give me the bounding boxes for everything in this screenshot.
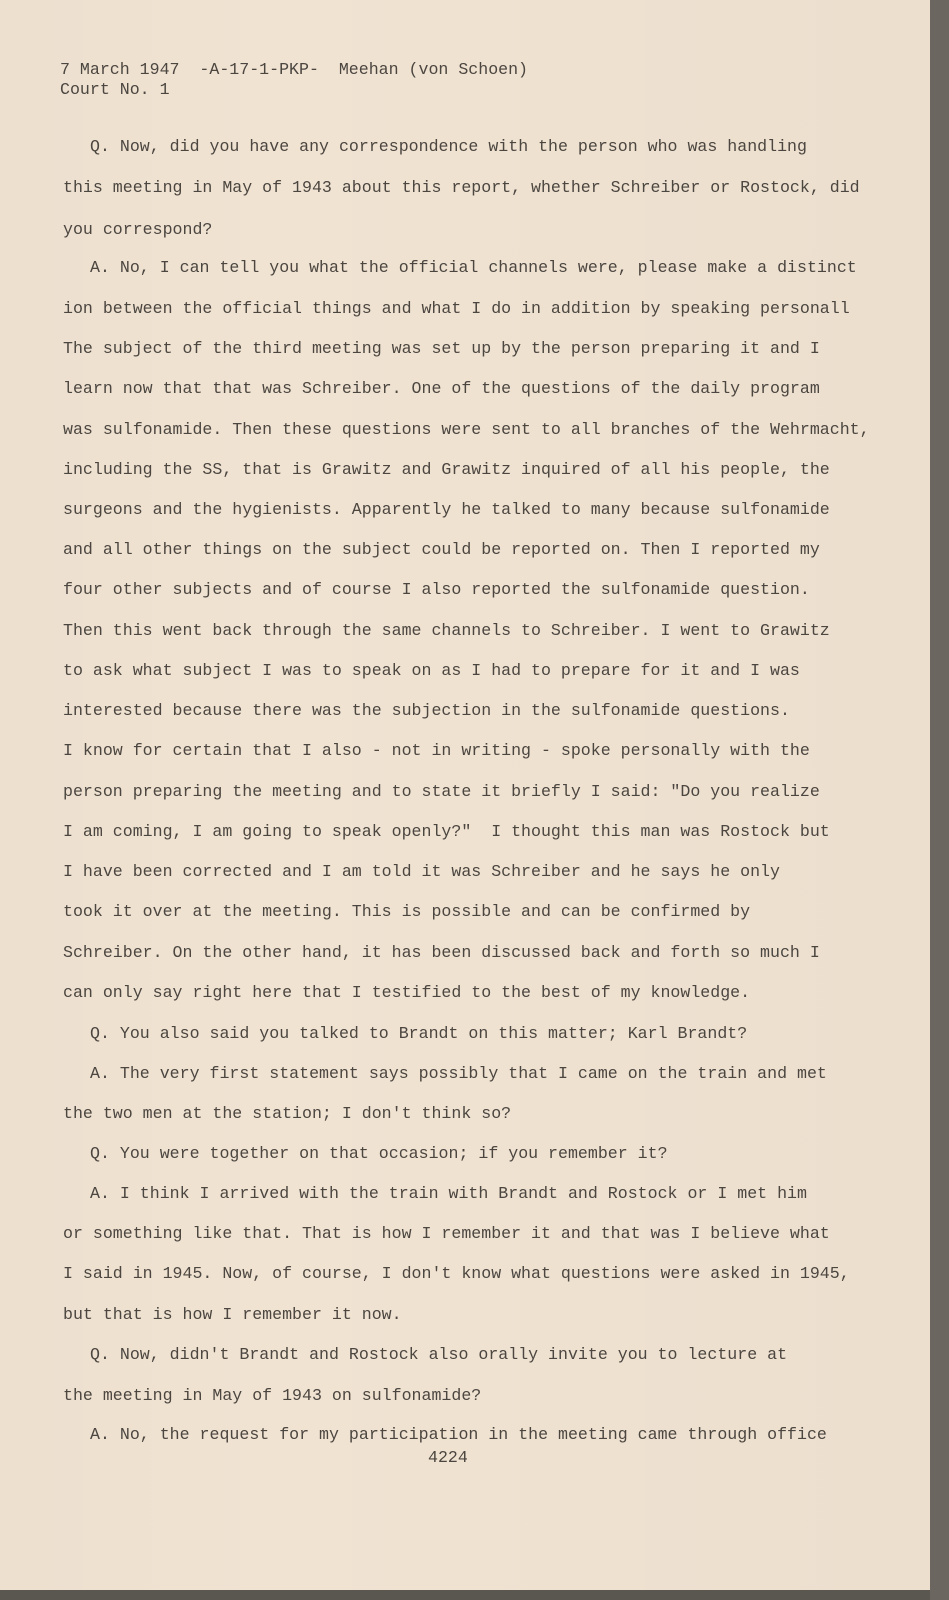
text-line: including the SS, that is Grawitz and Grawitz inquired of all his people, the [63,460,830,479]
text-line: to ask what subject I was to speak on as I had to prepare for it and I was [63,661,800,680]
page-edge [930,0,949,1600]
text-line: I know for certain that I also - not in writing - spoke personally with the [63,741,810,760]
text-line: A. No, the request for my participation in the meeting came through office [90,1425,827,1444]
text-line: ion between the official things and what I do in addition by speaking personall [63,299,850,318]
text-line: and all other things on the subject could be reported on. Then I reported my [63,540,820,559]
text-line: you correspond? [63,220,213,239]
text-line: four other subjects and of course I also reported the sulfonamide question. [63,580,810,599]
text-line: can only say right here that I testified to the best of my knowledge. [63,983,751,1002]
text-line: the meeting in May of 1943 on sulfonamide? [63,1386,482,1405]
text-line: I said in 1945. Now, of course, I don't know what questions were asked in 1945, [63,1264,850,1283]
text-line: interested because there was the subjection in the sulfonamide questions. [63,701,790,720]
text-line: A. No, I can tell you what the official channels were, please make a distinct [90,258,857,277]
text-line: Q. Now, didn't Brandt and Rostock also orally invite you to lecture at [90,1345,788,1364]
text-line: was sulfonamide. Then these questions were sent to all branches of the Wehrmacht, [63,420,870,439]
text-line: Q. You were together on that occasion; if you remember it? [90,1144,668,1163]
text-line: the two men at the station; I don't think so? [63,1104,512,1123]
text-line: A. I think I arrived with the train with Brandt and Rostock or I met him [90,1184,807,1203]
text-line: Then this went back through the same channels to Schreiber. I went to Grawitz [63,621,830,640]
text-line: this meeting in May of 1943 about this report, whether Schreiber or Rostock, did [63,178,860,197]
header-line-2: Court No. 1 [60,80,170,99]
text-line: took it over at the meeting. This is possible and can be confirmed by [63,902,751,921]
text-line: Q. You also said you talked to Brandt on this matter; Karl Brandt? [90,1024,748,1043]
page-number: 4224 [428,1448,468,1467]
text-line: surgeons and the hygienists. Apparently he talked to many because sulfonamide [63,500,830,519]
text-line: I have been corrected and I am told it was Schreiber and he says he only [63,862,780,881]
text-line: or something like that. That is how I remember it and that was I believe what [63,1224,830,1243]
text-line: person preparing the meeting and to state it briefly I said: "Do you realize [63,782,820,801]
header-line-1: 7 March 1947 -A-17-1-PKP- Meehan (von Schoen) [60,60,529,79]
text-line: The subject of the third meeting was set up by the person preparing it and I [63,339,820,358]
text-line: A. The very first statement says possibly that I came on the train and met [90,1064,827,1083]
text-line: but that is how I remember it now. [63,1305,402,1324]
text-line: I am coming, I am going to speak openly?" I thought this man was Rostock but [63,822,830,841]
text-line: learn now that that was Schreiber. One of the questions of the daily program [63,379,820,398]
text-line: Schreiber. On the other hand, it has been discussed back and forth so much I [63,943,820,962]
text-line: Q. Now, did you have any correspondence with the person who was handling [90,137,807,156]
